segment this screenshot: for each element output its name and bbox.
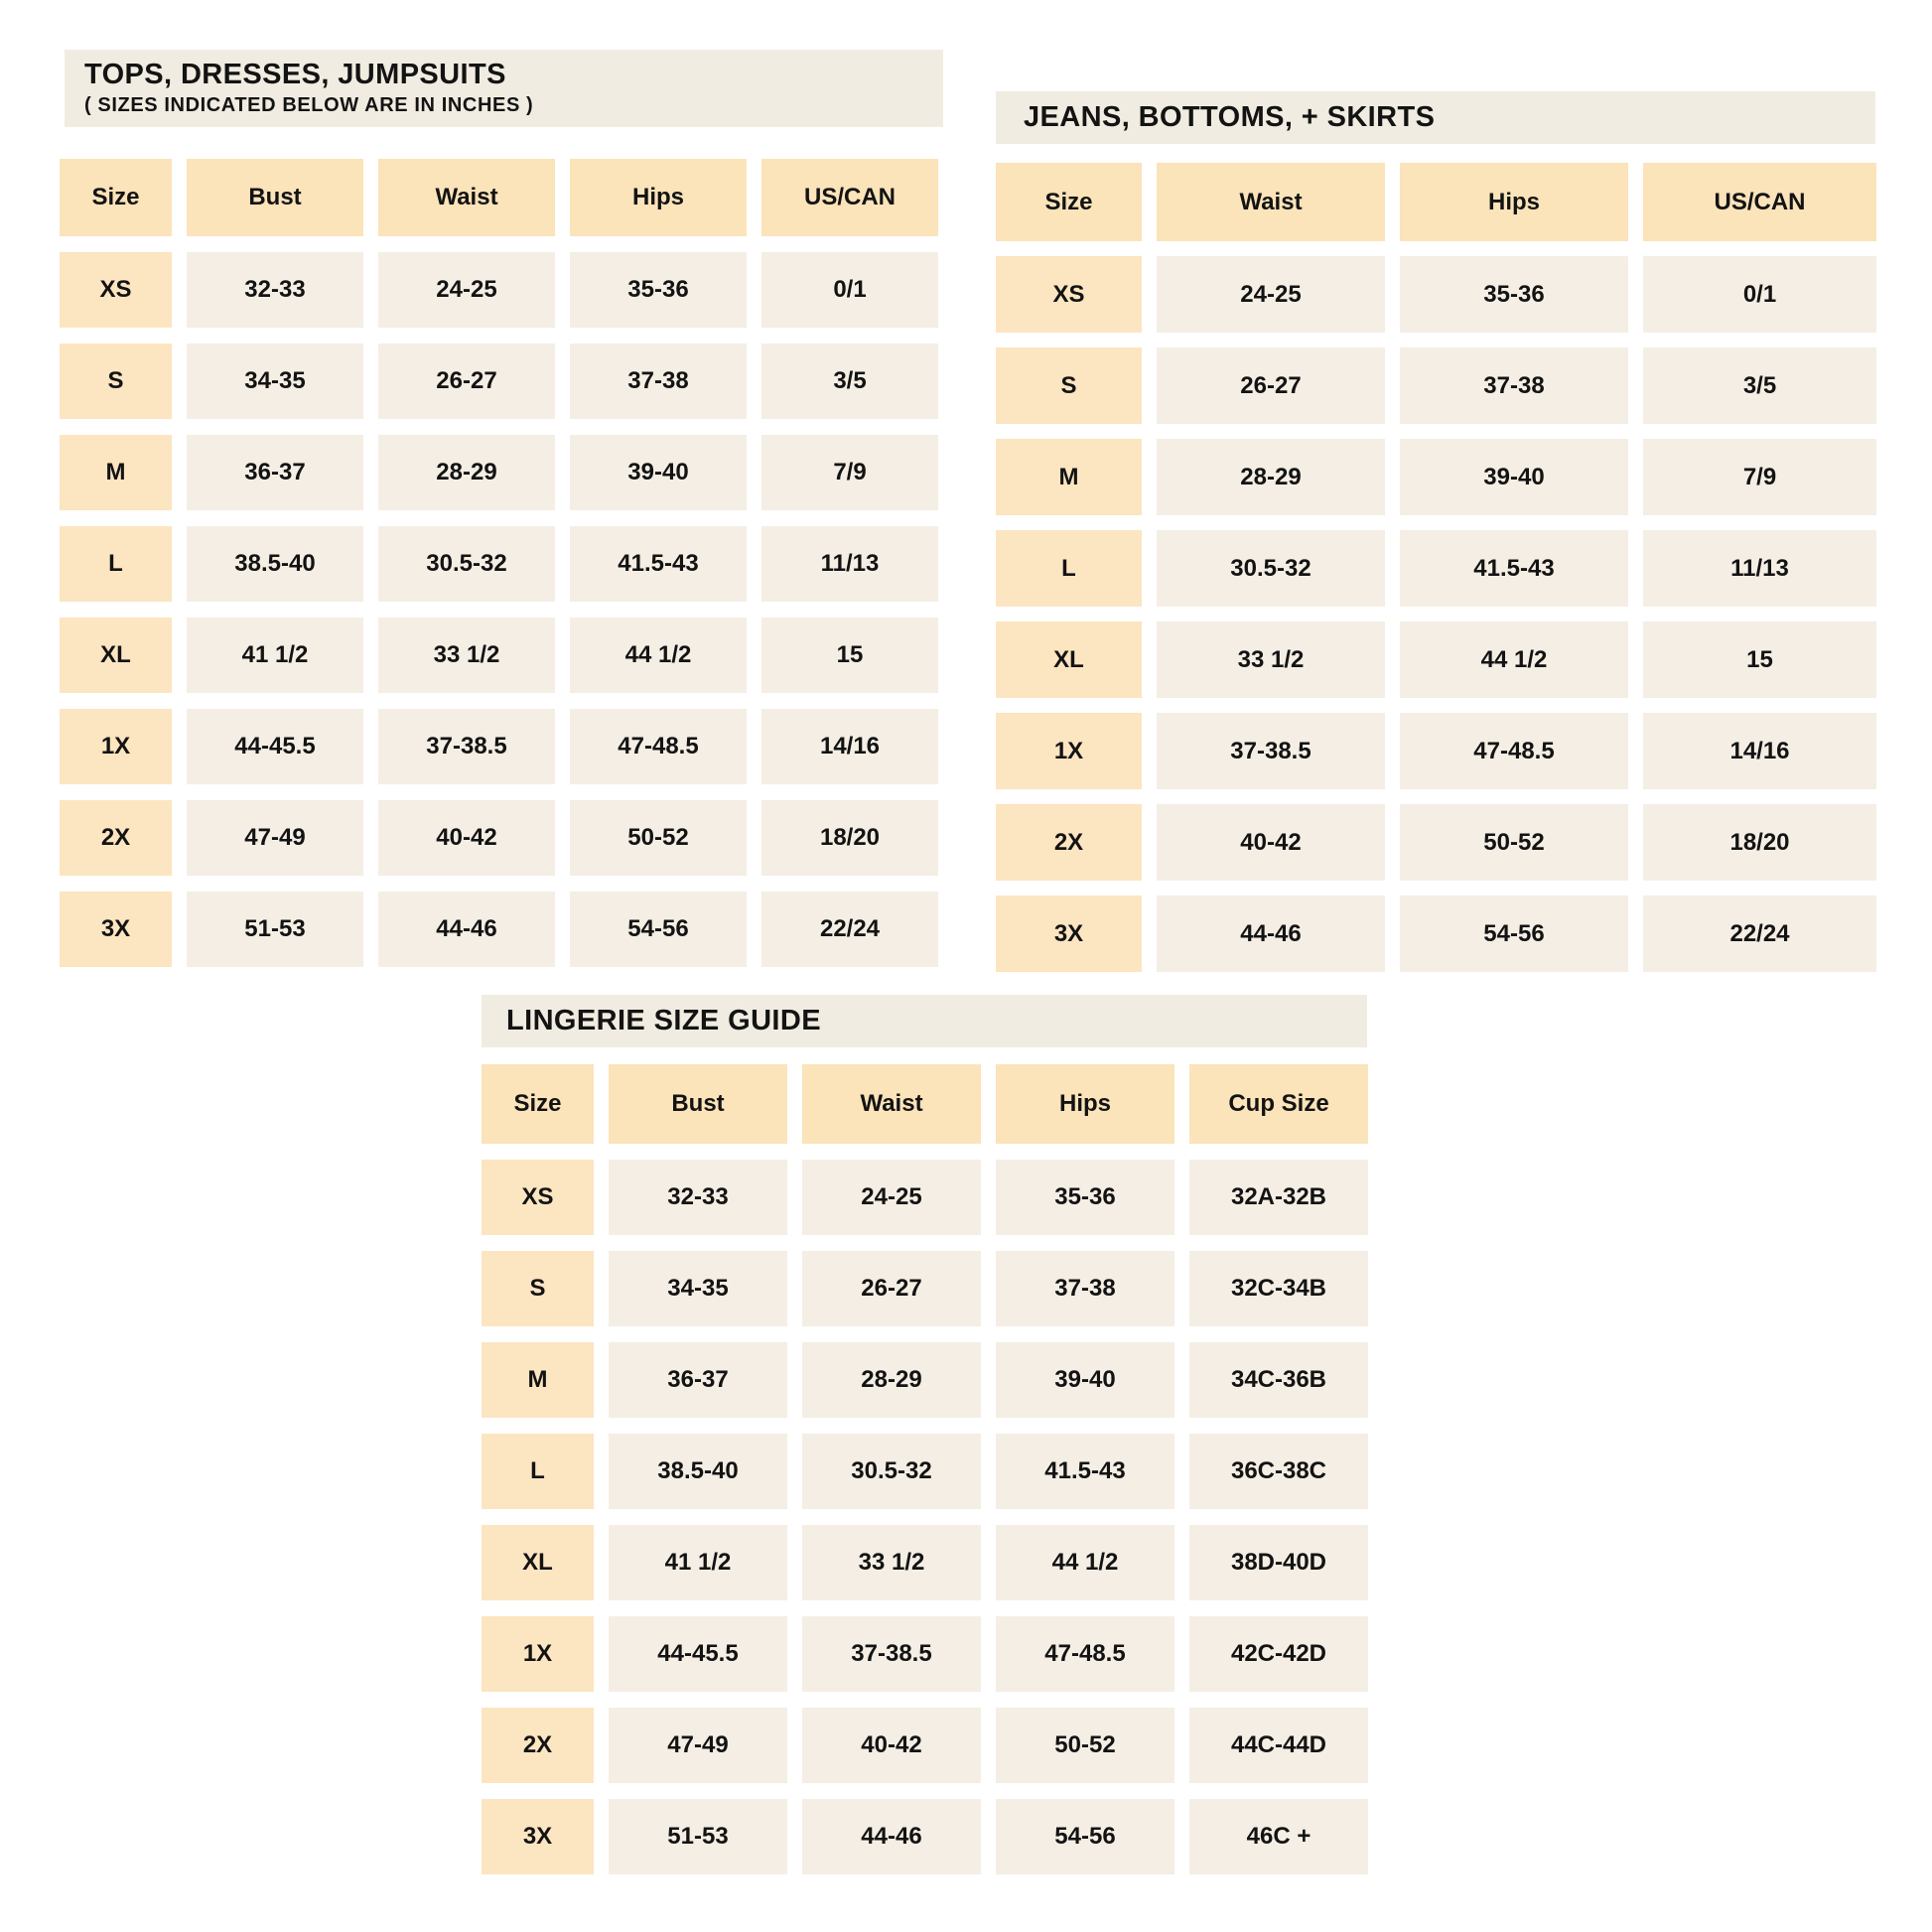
tops-value-cell: 28-29 <box>378 435 555 510</box>
jeans-column-header: Hips <box>1400 163 1628 241</box>
tops-size-label-cell: 3X <box>60 892 172 967</box>
jeans-value-cell: 15 <box>1643 621 1876 698</box>
jeans-column-header: Size <box>996 163 1142 241</box>
jeans-value-cell: 37-38 <box>1400 347 1628 424</box>
lingerie-value-cell: 47-48.5 <box>996 1616 1174 1692</box>
lingerie-value-cell: 34C-36B <box>1189 1342 1368 1418</box>
tops-column-header: US/CAN <box>761 159 938 236</box>
jeans-column-header: Waist <box>1157 163 1385 241</box>
tops-title: TOPS, DRESSES, JUMPSUITS <box>84 58 506 90</box>
lingerie-size-label-cell: 3X <box>482 1799 594 1874</box>
tops-size-label-cell: S <box>60 344 172 419</box>
jeans-value-cell: 39-40 <box>1400 439 1628 515</box>
tops-value-cell: 35-36 <box>570 252 747 328</box>
jeans-value-cell: 44 1/2 <box>1400 621 1628 698</box>
lingerie-value-cell: 51-53 <box>609 1799 787 1874</box>
tops-value-cell: 44-46 <box>378 892 555 967</box>
tops-column-header: Size <box>60 159 172 236</box>
lingerie-column-header: Bust <box>609 1064 787 1144</box>
jeans-size-table <box>996 163 1876 972</box>
lingerie-value-cell: 24-25 <box>802 1160 981 1235</box>
jeans-size-label-cell: 3X <box>996 896 1142 972</box>
jeans-value-cell: 30.5-32 <box>1157 530 1385 607</box>
jeans-value-cell: 44-46 <box>1157 896 1385 972</box>
jeans-value-cell: 54-56 <box>1400 896 1628 972</box>
tops-value-cell: 44-45.5 <box>187 709 363 784</box>
tops-value-cell: 51-53 <box>187 892 363 967</box>
lingerie-value-cell: 40-42 <box>802 1708 981 1783</box>
lingerie-value-cell: 34-35 <box>609 1251 787 1326</box>
jeans-value-cell: 33 1/2 <box>1157 621 1385 698</box>
lingerie-value-cell: 50-52 <box>996 1708 1174 1783</box>
tops-value-cell: 37-38.5 <box>378 709 555 784</box>
lingerie-value-cell: 26-27 <box>802 1251 981 1326</box>
lingerie-value-cell: 37-38 <box>996 1251 1174 1326</box>
tops-value-cell: 54-56 <box>570 892 747 967</box>
jeans-size-label-cell: 1X <box>996 713 1142 789</box>
lingerie-value-cell: 41.5-43 <box>996 1434 1174 1509</box>
tops-size-label-cell: 2X <box>60 800 172 876</box>
lingerie-size-label-cell: 2X <box>482 1708 594 1783</box>
tops-value-cell: 18/20 <box>761 800 938 876</box>
jeans-size-label-cell: L <box>996 530 1142 607</box>
lingerie-value-cell: 47-49 <box>609 1708 787 1783</box>
tops-size-table <box>60 159 938 967</box>
tops-column-header: Bust <box>187 159 363 236</box>
lingerie-value-cell: 54-56 <box>996 1799 1174 1874</box>
tops-value-cell: 22/24 <box>761 892 938 967</box>
jeans-value-cell: 22/24 <box>1643 896 1876 972</box>
lingerie-value-cell: 28-29 <box>802 1342 981 1418</box>
lingerie-size-label-cell: XL <box>482 1525 594 1600</box>
lingerie-size-label-cell: L <box>482 1434 594 1509</box>
tops-value-cell: 32-33 <box>187 252 363 328</box>
tops-value-cell: 15 <box>761 618 938 693</box>
lingerie-size-label-cell: S <box>482 1251 594 1326</box>
tops-value-cell: 7/9 <box>761 435 938 510</box>
lingerie-size-label-cell: XS <box>482 1160 594 1235</box>
jeans-title: JEANS, BOTTOMS, + SKIRTS <box>1024 100 1436 133</box>
lingerie-value-cell: 44-46 <box>802 1799 981 1874</box>
jeans-value-cell: 50-52 <box>1400 804 1628 881</box>
tops-value-cell: 30.5-32 <box>378 526 555 602</box>
tops-value-cell: 33 1/2 <box>378 618 555 693</box>
jeans-value-cell: 3/5 <box>1643 347 1876 424</box>
lingerie-value-cell: 42C-42D <box>1189 1616 1368 1692</box>
tops-column-header: Waist <box>378 159 555 236</box>
tops-value-cell: 37-38 <box>570 344 747 419</box>
tops-value-cell: 47-48.5 <box>570 709 747 784</box>
tops-size-label-cell: L <box>60 526 172 602</box>
tops-value-cell: 26-27 <box>378 344 555 419</box>
tops-value-cell: 34-35 <box>187 344 363 419</box>
lingerie-size-label-cell: M <box>482 1342 594 1418</box>
lingerie-value-cell: 32A-32B <box>1189 1160 1368 1235</box>
tops-size-label-cell: 1X <box>60 709 172 784</box>
lingerie-value-cell: 35-36 <box>996 1160 1174 1235</box>
jeans-value-cell: 35-36 <box>1400 256 1628 333</box>
jeans-value-cell: 37-38.5 <box>1157 713 1385 789</box>
jeans-size-label-cell: 2X <box>996 804 1142 881</box>
tops-value-cell: 36-37 <box>187 435 363 510</box>
jeans-value-cell: 40-42 <box>1157 804 1385 881</box>
tops-value-cell: 14/16 <box>761 709 938 784</box>
tops-value-cell: 40-42 <box>378 800 555 876</box>
jeans-size-label-cell: S <box>996 347 1142 424</box>
tops-value-cell: 24-25 <box>378 252 555 328</box>
tops-value-cell: 41 1/2 <box>187 618 363 693</box>
lingerie-size-label-cell: 1X <box>482 1616 594 1692</box>
tops-size-label-cell: XL <box>60 618 172 693</box>
lingerie-value-cell: 36C-38C <box>1189 1434 1368 1509</box>
tops-value-cell: 11/13 <box>761 526 938 602</box>
lingerie-value-cell: 37-38.5 <box>802 1616 981 1692</box>
tops-value-cell: 44 1/2 <box>570 618 747 693</box>
jeans-value-cell: 24-25 <box>1157 256 1385 333</box>
lingerie-value-cell: 44C-44D <box>1189 1708 1368 1783</box>
lingerie-title: LINGERIE SIZE GUIDE <box>506 1004 821 1036</box>
tops-value-cell: 0/1 <box>761 252 938 328</box>
lingerie-value-cell: 39-40 <box>996 1342 1174 1418</box>
tops-size-label-cell: M <box>60 435 172 510</box>
lingerie-value-cell: 32-33 <box>609 1160 787 1235</box>
tops-title-box <box>65 50 943 127</box>
lingerie-value-cell: 36-37 <box>609 1342 787 1418</box>
tops-subtitle: ( SIZES INDICATED BELOW ARE IN INCHES ) <box>84 94 534 117</box>
lingerie-value-cell: 38.5-40 <box>609 1434 787 1509</box>
lingerie-value-cell: 44-45.5 <box>609 1616 787 1692</box>
lingerie-size-table <box>482 1064 1368 1874</box>
jeans-value-cell: 28-29 <box>1157 439 1385 515</box>
lingerie-value-cell: 30.5-32 <box>802 1434 981 1509</box>
tops-value-cell: 47-49 <box>187 800 363 876</box>
jeans-value-cell: 7/9 <box>1643 439 1876 515</box>
lingerie-value-cell: 38D-40D <box>1189 1525 1368 1600</box>
jeans-value-cell: 47-48.5 <box>1400 713 1628 789</box>
jeans-value-cell: 26-27 <box>1157 347 1385 424</box>
jeans-column-header: US/CAN <box>1643 163 1876 241</box>
lingerie-title-box <box>482 995 1367 1047</box>
tops-value-cell: 3/5 <box>761 344 938 419</box>
tops-value-cell: 38.5-40 <box>187 526 363 602</box>
lingerie-column-header: Hips <box>996 1064 1174 1144</box>
lingerie-column-header: Waist <box>802 1064 981 1144</box>
lingerie-column-header: Size <box>482 1064 594 1144</box>
lingerie-value-cell: 41 1/2 <box>609 1525 787 1600</box>
jeans-value-cell: 11/13 <box>1643 530 1876 607</box>
lingerie-value-cell: 33 1/2 <box>802 1525 981 1600</box>
tops-size-label-cell: XS <box>60 252 172 328</box>
tops-value-cell: 41.5-43 <box>570 526 747 602</box>
lingerie-column-header: Cup Size <box>1189 1064 1368 1144</box>
lingerie-value-cell: 44 1/2 <box>996 1525 1174 1600</box>
tops-value-cell: 39-40 <box>570 435 747 510</box>
jeans-value-cell: 0/1 <box>1643 256 1876 333</box>
jeans-size-label-cell: XS <box>996 256 1142 333</box>
jeans-size-label-cell: XL <box>996 621 1142 698</box>
jeans-size-label-cell: M <box>996 439 1142 515</box>
lingerie-value-cell: 46C + <box>1189 1799 1368 1874</box>
lingerie-value-cell: 32C-34B <box>1189 1251 1368 1326</box>
jeans-value-cell: 41.5-43 <box>1400 530 1628 607</box>
tops-value-cell: 50-52 <box>570 800 747 876</box>
tops-column-header: Hips <box>570 159 747 236</box>
jeans-value-cell: 18/20 <box>1643 804 1876 881</box>
jeans-title-box <box>996 91 1875 144</box>
jeans-value-cell: 14/16 <box>1643 713 1876 789</box>
